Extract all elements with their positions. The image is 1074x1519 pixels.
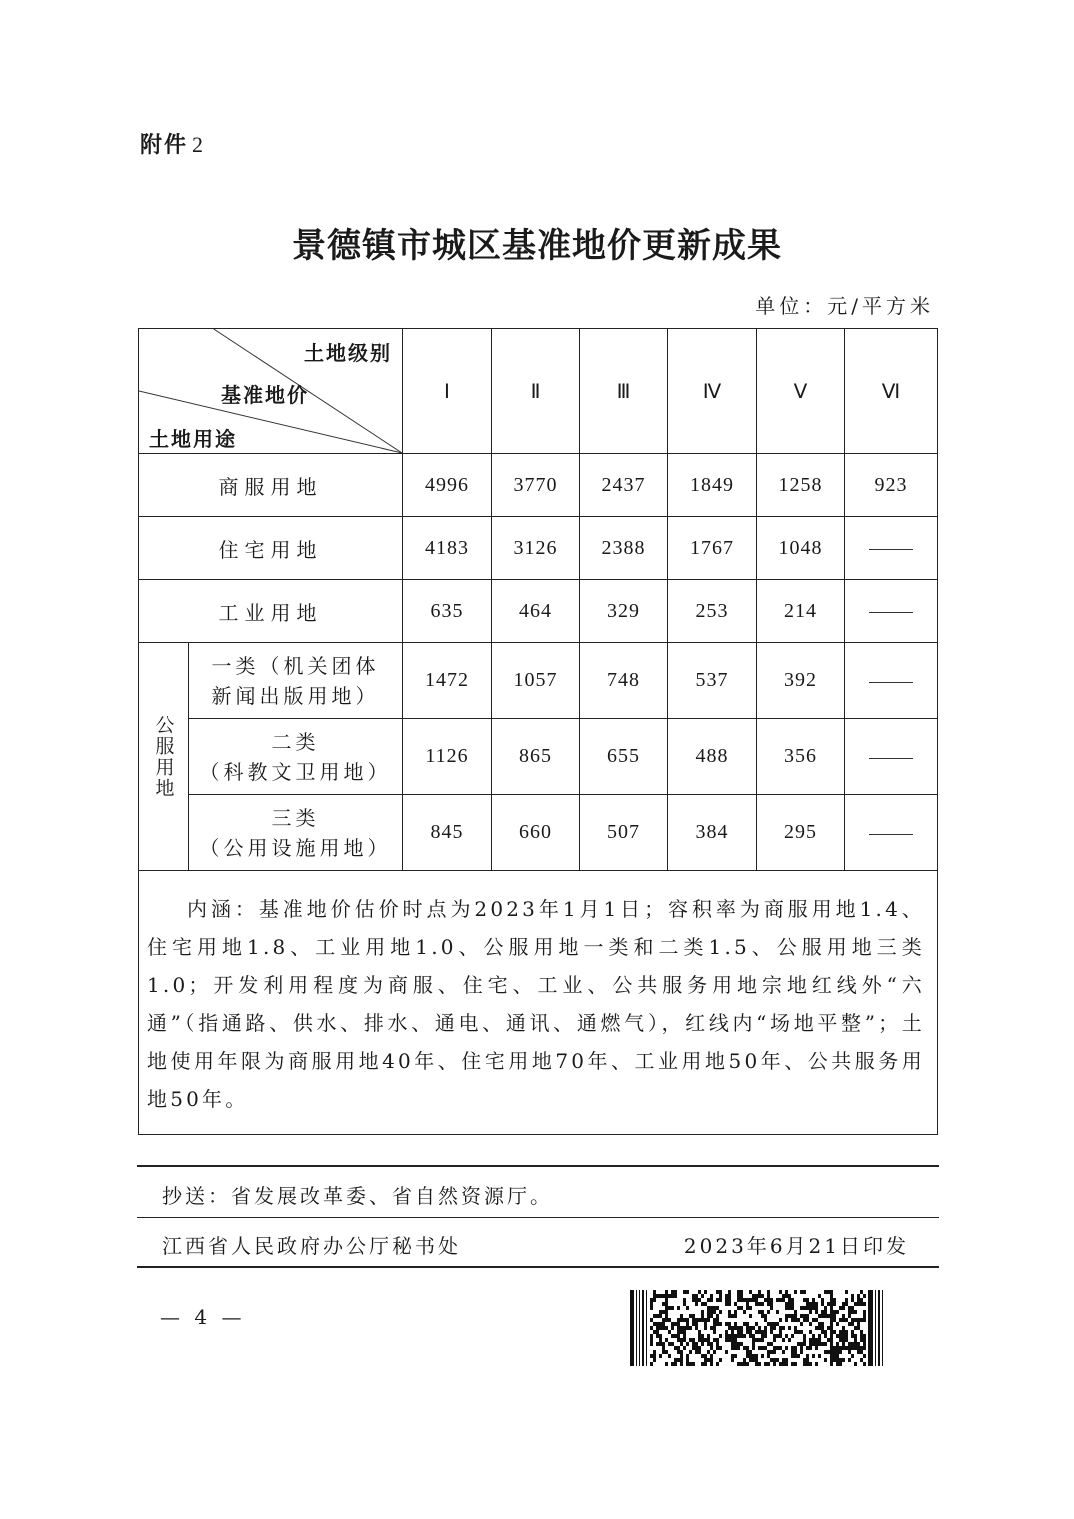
public-group-label: 公服用地 xyxy=(152,714,175,799)
attachment-text: 附件 xyxy=(140,133,189,158)
sub-use-cell xyxy=(189,719,403,795)
price-cell: 2437 xyxy=(580,454,668,517)
attachment-number: 2 xyxy=(192,132,205,157)
price-cell: 384 xyxy=(668,795,757,871)
price-cell: 923 xyxy=(845,454,938,517)
dash-mark xyxy=(869,682,913,683)
table-row xyxy=(139,580,938,643)
issue-date: 2023年6月21日印发 xyxy=(683,1234,909,1258)
land-use-cell: 工业用地 xyxy=(139,580,403,643)
document-title: 景德镇市城区基准地价更新成果 xyxy=(292,226,782,266)
footer-rule-bottom xyxy=(137,1266,939,1268)
empty-cell xyxy=(845,643,938,719)
level-header: Ⅵ xyxy=(845,329,938,454)
land-use-cell: 商服用地 xyxy=(139,454,403,517)
issuer: 江西省人民政府办公厅秘书处 xyxy=(162,1234,461,1258)
dash-mark xyxy=(869,834,913,835)
price-cell: 253 xyxy=(668,580,757,643)
sub-use-line: 一类（机关团体 xyxy=(211,653,380,678)
price-cell: 537 xyxy=(668,643,757,719)
public-group-cell xyxy=(139,643,189,871)
diagonal-header-cell xyxy=(139,329,403,454)
price-cell: 488 xyxy=(668,719,757,795)
sub-use-line: （科教文卫用地） xyxy=(199,759,392,784)
note-cell xyxy=(139,871,938,1135)
price-cell: 356 xyxy=(757,719,845,795)
price-cell: 4183 xyxy=(403,517,492,580)
price-cell: 2388 xyxy=(580,517,668,580)
table-row xyxy=(139,517,938,580)
table-row xyxy=(139,643,938,719)
table-row xyxy=(139,719,938,795)
level-header: Ⅱ xyxy=(492,329,580,454)
price-cell: 865 xyxy=(492,719,580,795)
price-cell: 3126 xyxy=(492,517,580,580)
price-cell: 3770 xyxy=(492,454,580,517)
level-header: Ⅲ xyxy=(580,329,668,454)
empty-cell xyxy=(845,517,938,580)
price-cell: 464 xyxy=(492,580,580,643)
price-cell: 655 xyxy=(580,719,668,795)
unit-label: 单位：元/平方米 xyxy=(755,294,934,318)
price-cell: 1849 xyxy=(668,454,757,517)
price-cell: 392 xyxy=(757,643,845,719)
land-price-table xyxy=(138,328,938,1135)
price-cell: 214 xyxy=(757,580,845,643)
land-use-cell: 住宅用地 xyxy=(139,517,403,580)
price-cell: 507 xyxy=(580,795,668,871)
table-row xyxy=(139,454,938,517)
footer-rule-middle xyxy=(137,1217,939,1218)
price-cell: 329 xyxy=(580,580,668,643)
cc-line: 抄送：省发展改革委、省自然资源厅。 xyxy=(162,1184,553,1208)
empty-cell xyxy=(845,795,938,871)
price-cell: 748 xyxy=(580,643,668,719)
sub-use-cell xyxy=(189,643,403,719)
note-text: 内涵：基准地价估价时点为2023年1月1日；容积率为商服用地1.4、住宅用地1.8、工业用地1.0、公服用地一类和二类1.5、公服用地三类1.0；开发利用程度为商服、住宅、工业、公共服务用地宗地红线外“六通”（指通路、供水、排水、通电、通讯、通燃气），红线内“场地平整”；土地使用年限为商服用地40年、住宅用地70年、工业用地50年、公共服务用地50年。 xyxy=(147,896,925,1111)
footer-rule-top xyxy=(137,1165,939,1167)
table-row xyxy=(139,795,938,871)
land-level-label: 土地级别 xyxy=(304,341,392,365)
note-row xyxy=(139,871,938,1135)
land-use-label: 土地用途 xyxy=(149,427,237,451)
price-cell: 660 xyxy=(492,795,580,871)
sub-use-line: 新闻出版用地） xyxy=(211,683,380,708)
level-header: Ⅳ xyxy=(668,329,757,454)
level-header: Ⅰ xyxy=(403,329,492,454)
price-cell: 1048 xyxy=(757,517,845,580)
page-number: — 4 — xyxy=(160,1305,246,1329)
price-cell: 1767 xyxy=(668,517,757,580)
dash-mark xyxy=(869,758,913,759)
price-cell: 295 xyxy=(757,795,845,871)
price-cell: 1258 xyxy=(757,454,845,517)
price-cell: 1057 xyxy=(492,643,580,719)
dash-mark xyxy=(869,612,913,613)
price-cell: 4996 xyxy=(403,454,492,517)
dash-mark xyxy=(869,549,913,550)
empty-cell xyxy=(845,719,938,795)
price-cell: 1126 xyxy=(403,719,492,795)
sub-use-line: 三类 xyxy=(271,805,320,830)
attachment-label xyxy=(140,128,204,159)
sub-use-line: （公用设施用地） xyxy=(199,835,392,860)
table-header-row xyxy=(139,329,938,454)
price-cell: 845 xyxy=(403,795,492,871)
price-cell: 1472 xyxy=(403,643,492,719)
sub-use-line: 二类 xyxy=(271,729,320,754)
level-header: Ⅴ xyxy=(757,329,845,454)
base-price-label: 基准地价 xyxy=(221,383,309,407)
sub-use-cell xyxy=(189,795,403,871)
barcode-icon xyxy=(630,1290,885,1366)
empty-cell xyxy=(845,580,938,643)
price-cell: 635 xyxy=(403,580,492,643)
